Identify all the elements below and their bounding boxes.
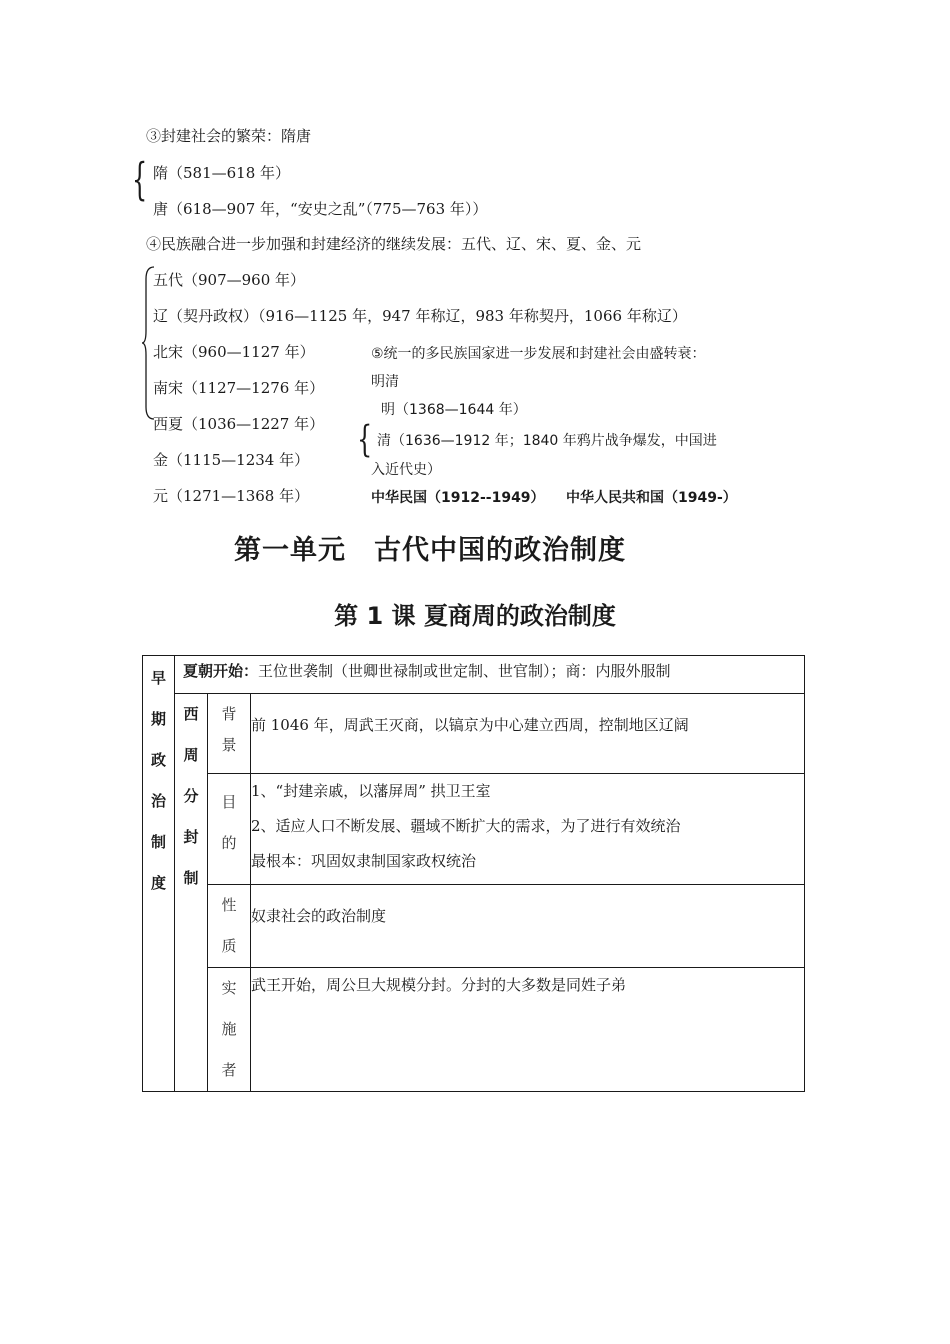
sui-dynasty: 隋（581—618 年） — [153, 164, 291, 182]
peoples-republic: 中华人民共和国（1949-） — [566, 490, 737, 506]
western-zhou-fenfeng-label: 西 周 分 封 制 — [175, 694, 208, 1092]
early-political-system-label: 早 期 政 治 制 度 — [143, 656, 175, 1092]
background-content: 前 1046 年，周武王灭商，以镐京为中心建立西周，控制地区辽阔 — [251, 694, 805, 774]
brace-icon: { — [132, 154, 148, 206]
implementer-content: 武王开始，周公旦大规模分封。分封的大多数是同姓子弟 — [251, 968, 805, 1092]
unit-title: 第一单元 古代中国的政治制度 — [234, 535, 626, 566]
nature-label: 性 质 — [208, 885, 251, 968]
dynasty-item: 金（1115—1234 年） — [153, 451, 310, 469]
background-label: 背 景 — [208, 694, 251, 774]
dynasty-item: 五代（907—960 年） — [153, 271, 306, 289]
ming-qing-heading: ⑤统一的多民族国家进一步发展和封建社会由盛转衰： — [371, 346, 706, 362]
republic-of-china: 中华民国（1912--1949） — [371, 490, 545, 506]
dynasty-item: 西夏（1036—1227 年） — [153, 415, 325, 433]
tang-dynasty: 唐（618—907 年，“安史之乱”（775—763 年）） — [153, 200, 488, 218]
dynasty-item: 北宋（960—1127 年） — [153, 343, 315, 361]
dynasty-item: 元（1271—1368 年） — [153, 487, 310, 505]
nature-content: 奴隶社会的政治制度 — [251, 885, 805, 968]
xia-label: 夏朝开始： — [183, 662, 259, 680]
dynasty-item: 南宋（1127—1276 年） — [153, 379, 325, 397]
sui-tang-heading: ③封建社会的繁荣：隋唐 — [146, 127, 312, 145]
wudai-heading: ④民族融合进一步加强和封建经济的继续发展：五代、辽、宋、夏、金、元 — [146, 235, 642, 253]
brace-icon: { — [357, 419, 373, 461]
implementer-label: 实 施 者 — [208, 968, 251, 1092]
purpose-label: 目 的 — [208, 774, 251, 885]
ming-dynasty: 明（1368—1644 年） — [381, 402, 527, 418]
qing-dynasty: 清（1636—1912 年；1840 年鸦片战争爆发，中国进 — [377, 433, 717, 449]
lesson-title: 第 1 课 夏商周的政治制度 — [334, 602, 616, 630]
xia-row — [175, 656, 805, 694]
purpose-content: 1、“封建亲戚，以藩屏周” 拱卫王室 2、适应人口不断发展、疆域不断扩大的需求，为了进行有效统治 最根本：巩固奴隶制国家政权统治 — [251, 774, 805, 885]
qing-dynasty-cont: 入近代史） — [371, 462, 441, 478]
ming-qing-heading-cont: 明清 — [371, 374, 399, 390]
political-system-table — [142, 655, 805, 1092]
dynasty-item: 辽（契丹政权）（916—1125 年，947 年称辽，983 年称契丹，1066 年称辽） — [153, 307, 687, 325]
xia-text: 王位世袭制（世卿世禄制或世定制、世官制）；商：内服外服制 — [258, 662, 671, 680]
